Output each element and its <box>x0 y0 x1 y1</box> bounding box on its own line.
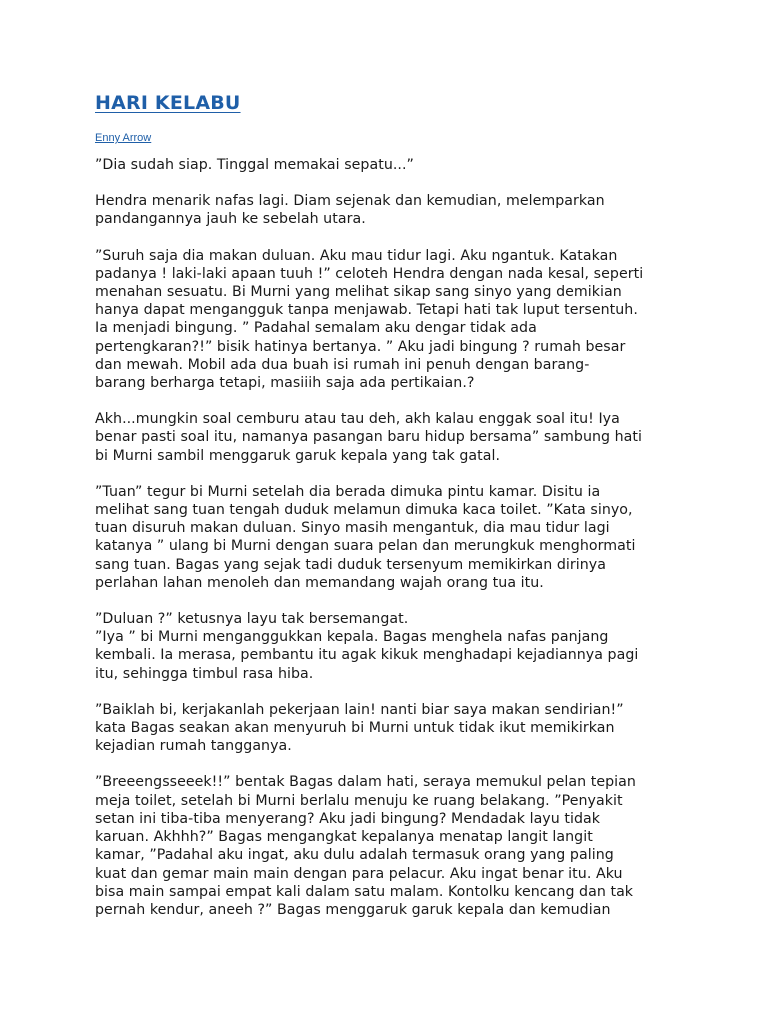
paragraph-1: ”Dia sudah siap. Tinggal memakai sepatu...” <box>95 157 414 173</box>
paragraph-6: ”Duluan ?” ketusnya layu tak bersemangat. ”Iya ” bi Murni menganggukkan kepala. Bagas menghela nafas panjang kembali. Ia merasa, pembantu itu agak kikuk menghadapi kejadiannya pagi itu, sehingga timbul rasa hiba. <box>95 611 639 682</box>
paragraph-3: ”Suruh saja dia makan duluan. Aku mau tidur lagi. Aku ngantuk. Katakan padanya ! laki-laki apaan tuuh !” celoteh Hendra dengan nada kesal, seperti menahan sesuatu. Bi Murni yang melihat sikap sang sinyo yang demikian hanya dapat mengangguk tanpa menjawab. Tetapi hati tak luput tersentuh. Ia menjadi bingung. ” Padahal semalam aku dengar tidak ada pertengkaran?!” bisik hatinya bertanya. ” Aku jadi bingung ? rumah besar dan mewah. Mobil ada dua buah isi rumah ini penuh dengan barang- barang berharga tetapi, masiiih saja ada pertikaian.? <box>95 247 644 392</box>
document-title: HARI KELABU <box>95 92 241 114</box>
paragraph-8: ”Breeengsseeek!!” bentak Bagas dalam hati, seraya memukul pelan tepian meja toilet, setelah bi Murni berlalu menuju ke ruang belakang. ”Penyakit setan ini tiba-tiba menyerang? Aku jadi bingung? Mendadak layu tidak karuan. Akhhh?” Bagas mengangkat kepalanya menatap langit langit kamar, ”Padahal aku ingat, aku dulu adalah termasuk orang yang paling kuat dan gemar main main dengan para pelacur. Aku ingat benar itu. Aku bisa main sampai empat kali dalam satu malam. Kontolku kencang dan tak pernah kendur, aneeh ?” Bagas menggaruk garuk kepala dan kemudian <box>95 774 636 918</box>
author-link[interactable]: Enny Arrow <box>95 132 152 144</box>
paragraph-2: Hendra menarik nafas lagi. Diam sejenak dan kemudian, melemparkan pandangannya jauh ke sebelah utara. <box>95 193 605 228</box>
document-body <box>95 156 685 919</box>
paragraph-4: Akh...mungkin soal cemburu atau tau deh, akh kalau enggak soal itu! Iya benar pasti soal itu, namanya pasangan baru hidup bersama” sambung hati bi Murni sambil menggaruk garuk kepala yang tak gatal. <box>95 411 643 464</box>
paragraph-5: ”Tuan” tegur bi Murni setelah dia berada dimuka pintu kamar. Disitu ia melihat sang tuan tengah duduk melamun dimuka kaca toilet. ”Kata sinyo, tuan disuruh makan duluan. Sinyo masih mengantuk, dia mau tidur lagi katanya ” ulang bi Murni dengan suara pelan dan merungkuk menghormati sang tuan. Bagas yang sejak tadi duduk tersenyum memikirkan dirinya perlahan lahan menoleh dan memandang wajah orang tua itu. <box>95 483 636 591</box>
paragraph-7: ”Baiklah bi, kerjakanlah pekerjaan lain! nanti biar saya makan sendirian!” kata Bagas seakan akan menyuruh bi Murni untuk tidak ikut memikirkan kejadian rumah tangganya. <box>95 701 624 755</box>
document-page <box>95 90 685 937</box>
